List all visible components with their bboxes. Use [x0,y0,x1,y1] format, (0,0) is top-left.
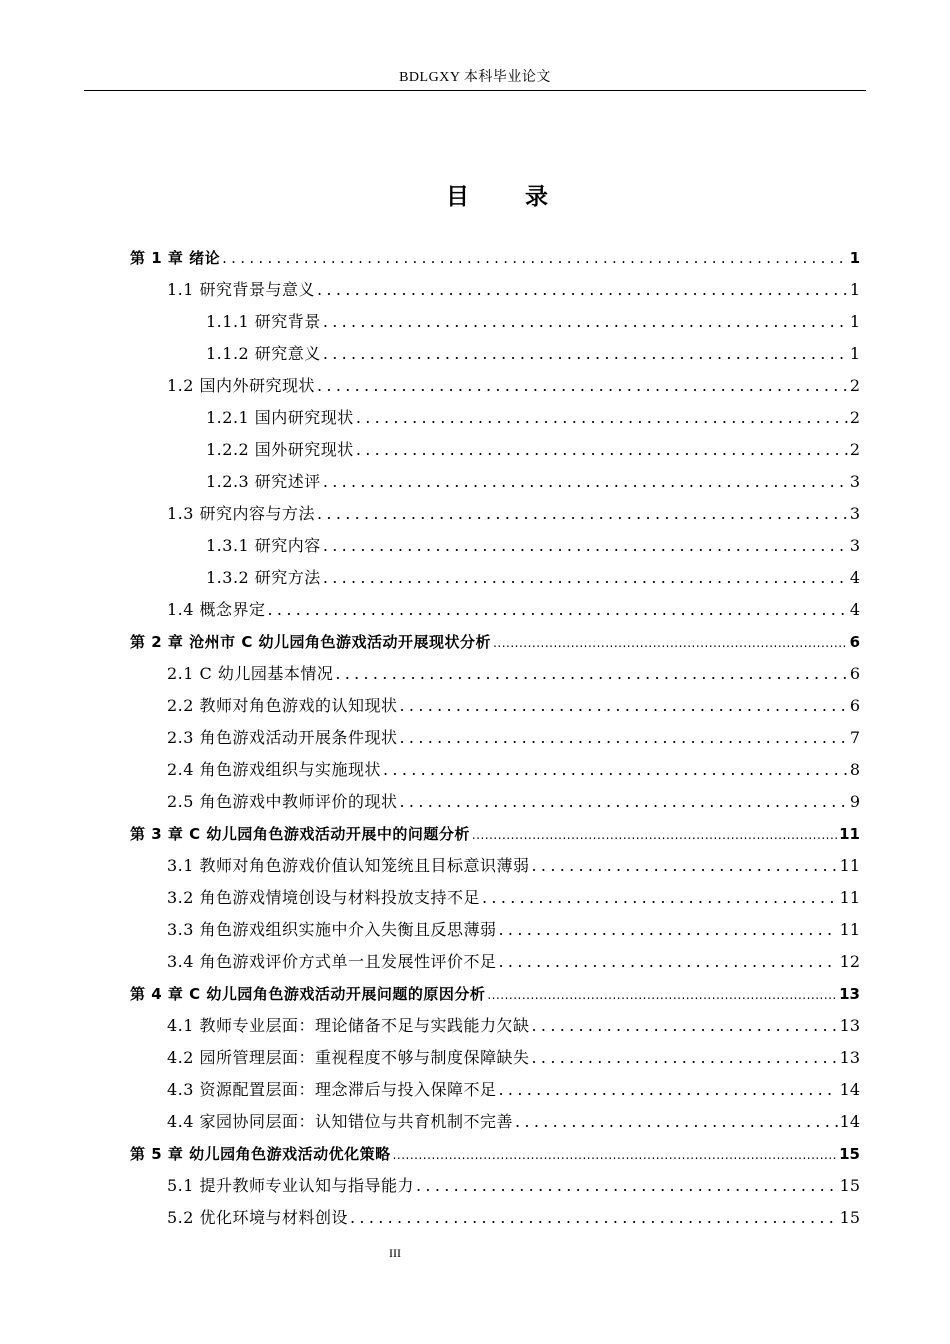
dot-leader [499,914,838,946]
toc-entry-page: 1 [849,312,860,331]
toc-entry-label: 5.2 优化环境与材料创设 [167,1208,349,1227]
dot-leader [487,979,837,1011]
toc-entry-page: 1 [849,249,860,267]
toc-entry-label: 1.3 研究内容与方法 [167,504,316,523]
toc-entry-page: 7 [849,728,860,747]
toc-entry-page: 6 [849,633,860,651]
toc-entry-page: 14 [839,1112,860,1131]
page-header: BDLGXY 本科毕业论文 [399,70,551,85]
toc-entry-label: 第 3 章 C 幼儿园角色游戏活动开展中的问题分析 [130,825,470,843]
toc-entry-label: 2.4 角色游戏组织与实施现状 [167,760,382,779]
dot-leader [323,530,848,562]
toc-title: 目 录 [445,184,572,210]
dot-leader [499,1074,838,1106]
toc-entry-page: 4 [849,568,860,587]
toc-entry[interactable] [167,946,860,978]
toc-entry[interactable] [206,466,860,498]
toc-entry[interactable] [167,1074,860,1106]
toc-entry-label: 4.4 家园协同层面：认知错位与共育机制不完善 [167,1112,514,1131]
toc-entry-page: 15 [839,1145,860,1163]
toc-entry[interactable] [167,274,860,306]
toc-entry[interactable] [167,690,860,722]
dot-leader [532,1010,838,1042]
toc-entry-label: 1.1.2 研究意义 [206,344,321,363]
toc-entry[interactable] [206,562,860,594]
dot-leader [335,658,847,690]
toc-entry-label: 4.2 园所管理层面：重视程度不够与制度保障缺失 [167,1048,530,1067]
toc-entry-page: 3 [849,536,860,555]
toc-entry-page: 15 [839,1176,860,1195]
toc-entry-label: 1.4 概念界定 [167,600,266,619]
dot-leader [268,594,848,626]
toc-entry[interactable] [130,626,860,658]
toc-entry-label: 2.5 角色游戏中教师评价的现状 [167,792,398,811]
toc-entry-page: 13 [839,1048,860,1067]
toc-entry[interactable] [167,1010,860,1042]
toc-entry-label: 2.1 C 幼儿园基本情况 [167,664,334,683]
toc-entry-page: 2 [849,440,860,459]
toc-entry-page: 13 [839,1016,860,1035]
toc-entry-page: 14 [839,1080,860,1099]
toc-entry-page: 6 [849,664,860,683]
toc-entry-label: 1.3.2 研究方法 [206,568,321,587]
dot-leader [317,274,848,306]
toc-entry[interactable] [206,338,860,370]
dot-leader [400,722,848,754]
dot-leader [323,466,848,498]
toc-entry-label: 3.4 角色游戏评价方式单一且发展性评价不足 [167,952,497,971]
toc-entry-page: 3 [849,504,860,523]
toc-entry-page: 15 [839,1208,860,1227]
dot-leader [532,1042,838,1074]
dot-leader [356,434,848,466]
dot-leader [400,690,848,722]
toc-entry-label: 1.2.3 研究述评 [206,472,321,491]
dot-leader [400,786,848,818]
toc-entry[interactable] [167,850,860,882]
toc-entry[interactable] [167,754,860,786]
dot-leader [493,627,848,659]
dot-leader [416,1170,838,1202]
toc-entry-page: 13 [839,985,860,1003]
toc-entry-page: 11 [839,856,860,875]
dot-leader [532,850,838,882]
toc-entry-label: 第 2 章 沧州市 C 幼儿园角色游戏活动开展现状分析 [130,633,492,651]
toc-entry-page: 2 [849,408,860,427]
toc-entry-page: 2 [849,376,860,395]
toc-entry-label: 1.1 研究背景与意义 [167,280,316,299]
toc-entry[interactable] [167,1202,860,1234]
toc-entry-page: 1 [849,280,860,299]
header-rule [84,90,866,91]
toc-entry-label: 5.1 提升教师专业认知与指导能力 [167,1176,415,1195]
toc-entry-label: 2.3 角色游戏活动开展条件现状 [167,728,398,747]
toc-entry-label: 2.2 教师对角色游戏的认知现状 [167,696,398,715]
toc-entry[interactable] [206,306,860,338]
toc-entry-label: 第 4 章 C 幼儿园角色游戏活动开展问题的原因分析 [130,985,486,1003]
dot-leader [515,1106,838,1138]
toc-entry[interactable] [167,1170,860,1202]
toc-entry-page: 4 [849,600,860,619]
toc-entry-page: 12 [839,952,860,971]
toc-entry-label: 4.3 资源配置层面：理念滞后与投入保障不足 [167,1080,497,1099]
dot-leader [356,402,848,434]
dot-leader [472,819,837,851]
toc-entry-label: 3.1 教师对角色游戏价值认知笼统且目标意识薄弱 [167,856,530,875]
toc-entry-page: 11 [839,920,860,939]
dot-leader [383,754,848,786]
dot-leader [499,946,838,978]
toc-entry-page: 8 [849,760,860,779]
toc-entry[interactable] [167,658,860,690]
toc-entry[interactable] [206,402,860,434]
toc-entry[interactable] [206,434,860,466]
toc-entry[interactable] [167,786,860,818]
toc-entry-page: 1 [849,344,860,363]
toc-entry-label: 3.3 角色游戏组织实施中介入失衡且反思薄弱 [167,920,497,939]
dot-leader [317,498,848,530]
toc-entry[interactable] [167,370,860,402]
toc-entry-label: 1.1.1 研究背景 [206,312,321,331]
dot-leader [482,882,838,914]
toc-entry[interactable] [167,882,860,914]
dot-leader [393,1139,838,1171]
page-number: III [389,1246,401,1260]
toc-entry-label: 1.2.1 国内研究现状 [206,408,354,427]
dot-leader [323,306,848,338]
toc-entry[interactable] [167,722,860,754]
toc-entry[interactable] [167,498,860,530]
toc-entry[interactable] [167,914,860,946]
toc-entry-label: 1.3.1 研究内容 [206,536,321,555]
toc-entry-label: 4.1 教师专业层面：理论储备不足与实践能力欠缺 [167,1016,530,1035]
toc-entry[interactable] [167,1106,860,1138]
toc-entry[interactable] [130,978,860,1010]
toc-entry-label: 3.2 角色游戏情境创设与材料投放支持不足 [167,888,481,907]
toc-entry-label: 第 1 章 绪论 [130,249,221,267]
toc-entry-page: 11 [839,888,860,907]
toc-entry[interactable] [130,1138,860,1170]
toc-entry[interactable] [206,530,860,562]
toc-entry-page: 6 [849,696,860,715]
toc-entry[interactable] [167,1042,860,1074]
toc-entry[interactable] [130,242,860,274]
toc-entry-page: 3 [849,472,860,491]
toc-entry-label: 第 5 章 幼儿园角色游戏活动优化策略 [130,1145,391,1163]
toc-entry-page: 9 [849,792,860,811]
toc-entry-page: 11 [839,825,860,843]
dot-leader [222,242,847,274]
toc-entry-label: 1.2.2 国外研究现状 [206,440,354,459]
dot-leader [350,1202,838,1234]
toc-entry[interactable] [130,818,860,850]
toc-entry-label: 1.2 国内外研究现状 [167,376,316,395]
toc-entry[interactable] [167,594,860,626]
dot-leader [323,338,848,370]
dot-leader [317,370,848,402]
dot-leader [323,562,848,594]
